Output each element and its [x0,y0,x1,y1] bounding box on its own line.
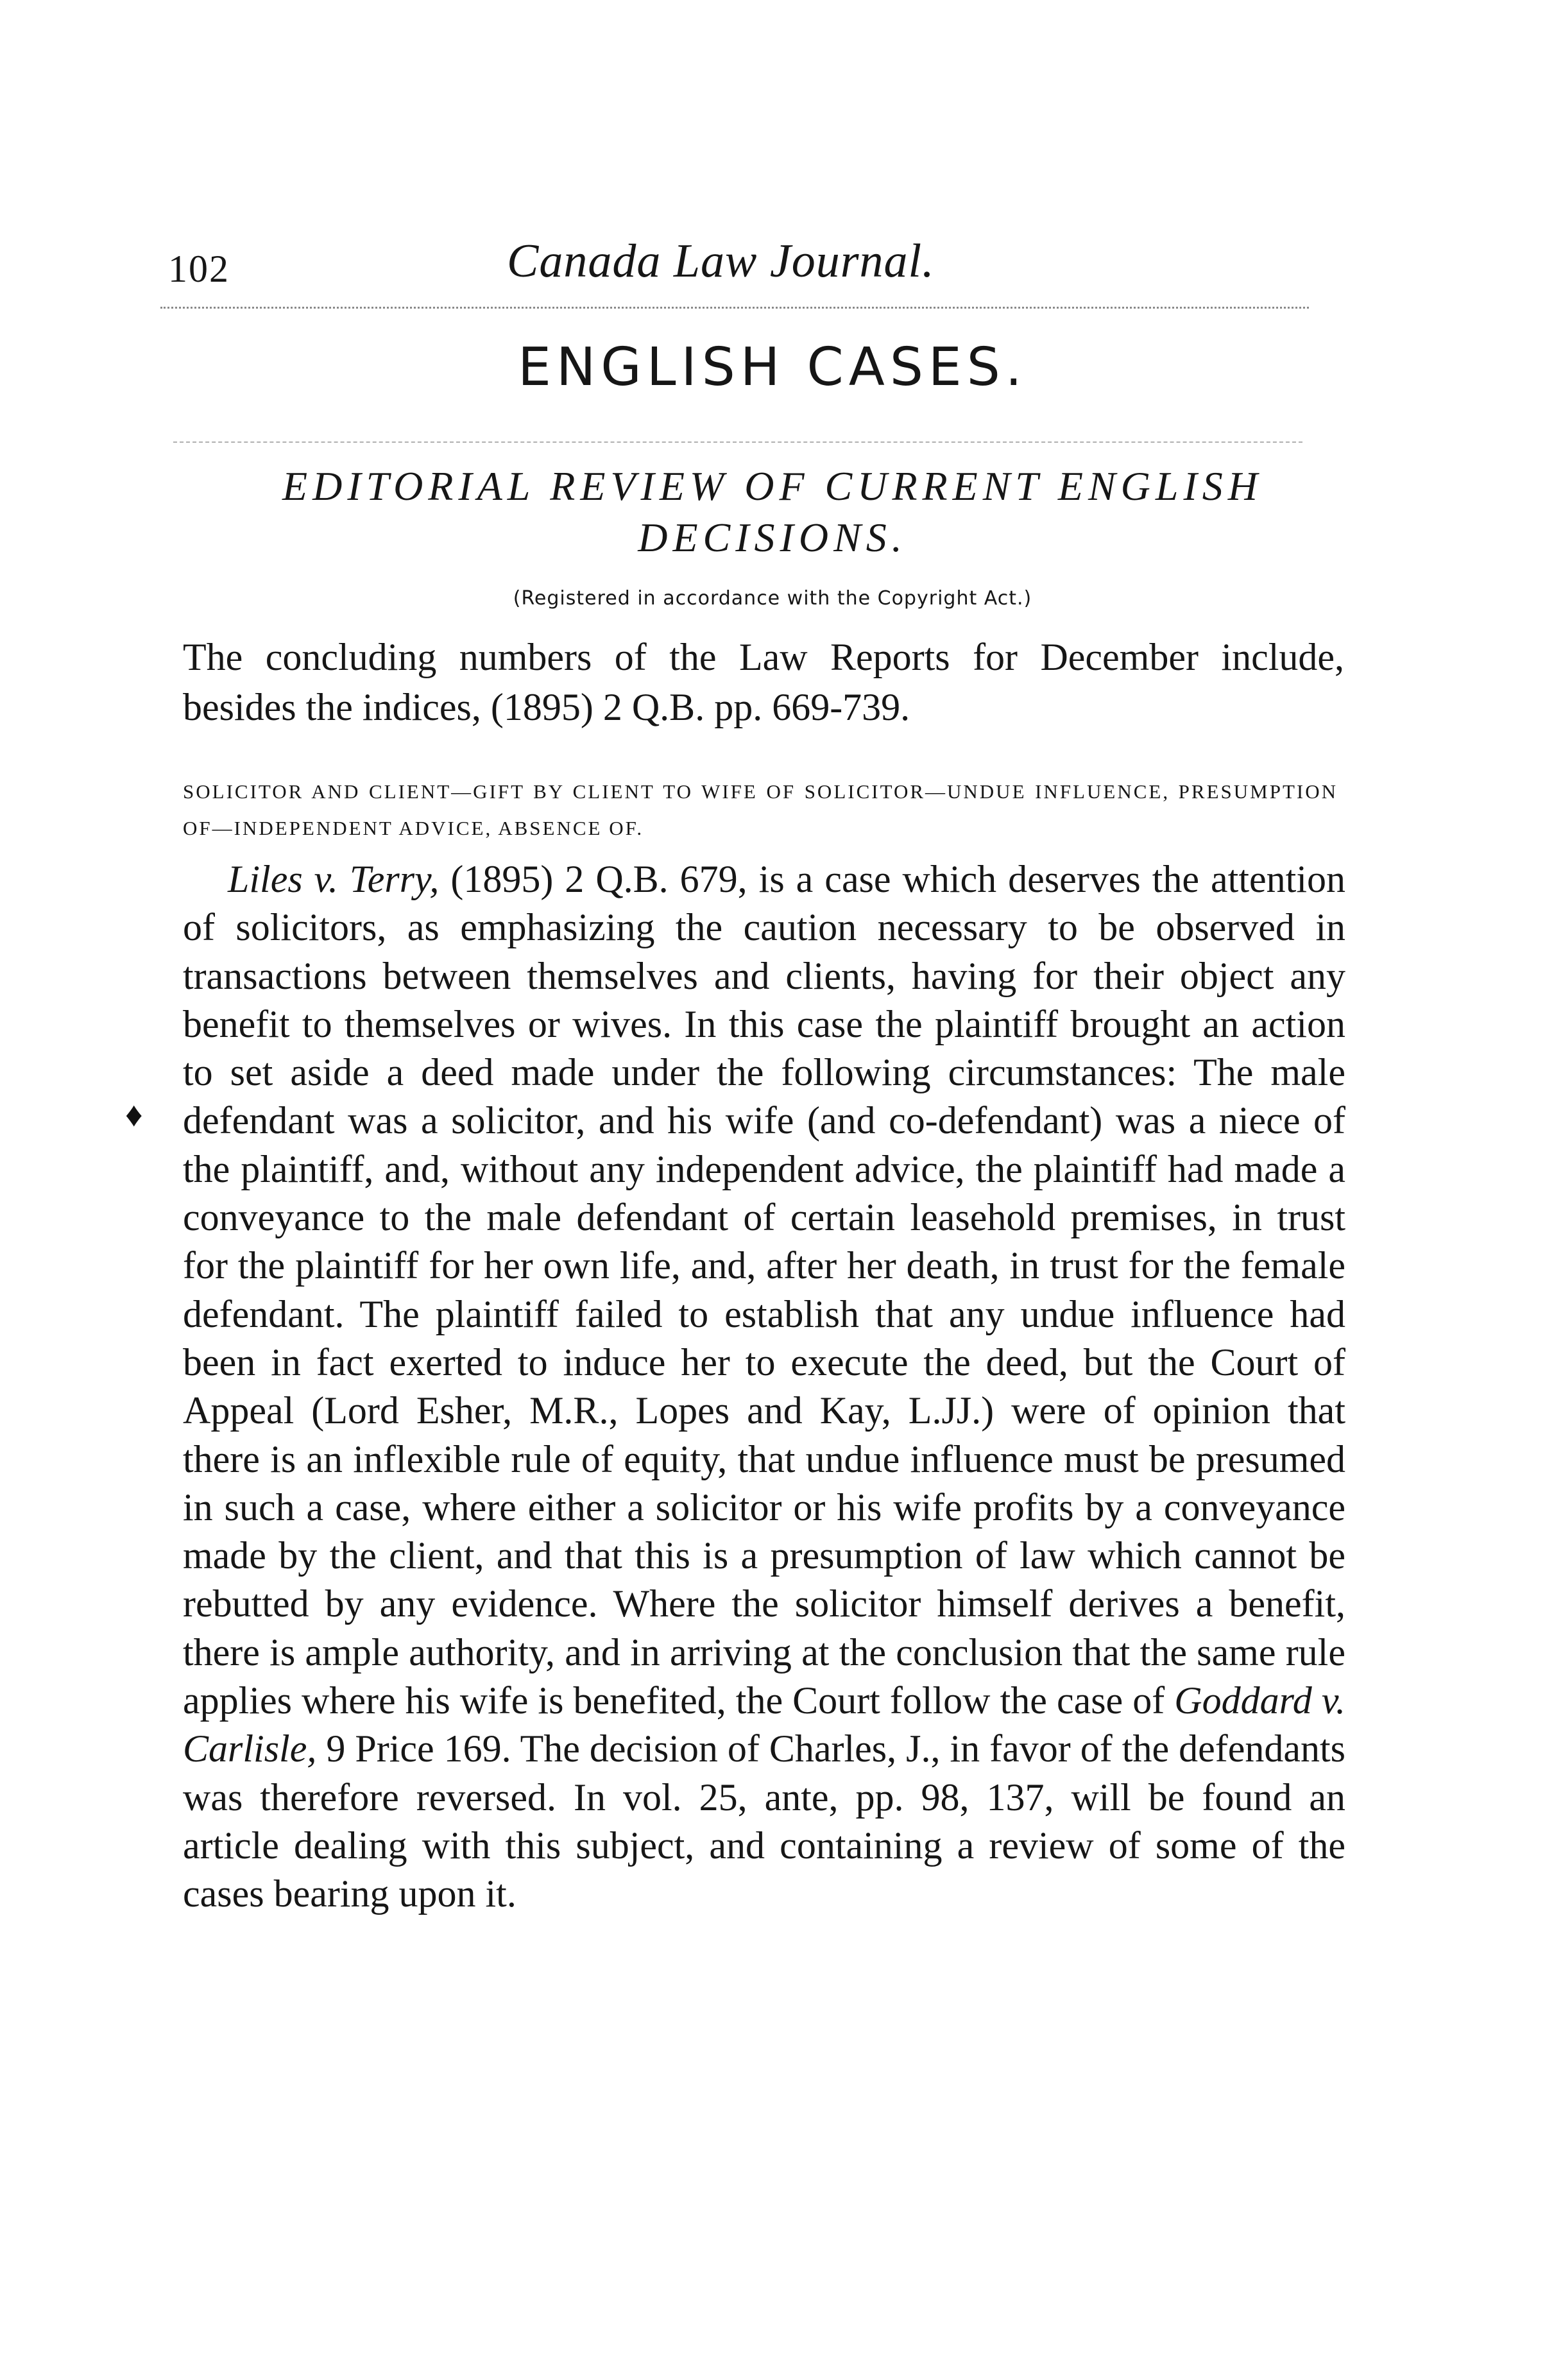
pointer-mark-icon: ♦ [125,1095,143,1134]
case-name: Liles v. Terry, [228,858,440,900]
section-subtitle [0,461,1545,563]
section-title: ENGLISH CASES. [518,337,1027,398]
intro-paragraph: The concluding numbers of the Law Reports for December include, besides the indices, (1895) 2 Q.B. pp. 669-739. [183,636,1344,728]
subtitle-line-1: EDITORIAL REVIEW OF CURRENT ENGLISH [282,463,1263,509]
case-body-paragraph [183,855,1345,1919]
subtitle-line-2: DECISIONS. [638,515,907,560]
case-body-text: (1895) 2 Q.B. 679, is a case which deserves the attention of solicitors, as emphasizing the caution necessary to be observed in transactions between themselves and clients, having for their object any benefit to themselves or wives. In this case the plaintiff brought an action to set aside a deed made under the following circumstances: The male defendant was a solicitor, and his wife (and co-defendant) was a niece of the plaintiff, and, without any independent advice, the plaintiff had made a conveyance to the male defendant of certain leasehold premises, in trust for the plaintiff for her own life, and, after her death, in trust for the female defendant. The plaintiff failed to establish that any undue influence had been in fact exerted to induce her to execute the deed, but the Court of Appeal (Lord Esher, M.R., Lopes and Kay, L.JJ.) were of opinion that there is an inflexible rule of equity, that undue influence must be presumed in such a case, where either a solicitor or his wife profits by a conveyance made by the client, and that this is a presumption of law which cannot be rebutted by any evidence. Where the solicitor himself derives a benefit, there is ample authority, and in arriving at the conclusion that the same rule applies where his wife is benefited, the Court follow the case of [183,858,1345,1722]
copyright-notice: (Registered in accordance with the Copyright Act.) [513,587,1032,610]
cited-case-name: Goddard v. Carlisle, [183,1679,1345,1770]
case-heading: SOLICITOR AND CLIENT—GIFT BY CLIENT TO WIFE OF SOLICITOR—UNDUE INFLUENCE, PRESUMPTION OF—INDEPENDENT ADVICE, ABSENCE OF. [183,780,1338,839]
case-body-end-text: 9 Price 169. The decision of Charles, J., in favor of the defendants was therefore reversed. In vol. 25, ante, pp. 98, 137, will be found an article dealing with this subject, and containing a review of some of the cases bearing upon it. [183,1727,1345,1915]
page-number: 102 [168,248,230,290]
section-divider [173,441,1302,443]
journal-title: Canada Law Journal. [507,235,935,287]
header-divider [160,307,1309,309]
running-head [168,228,1323,298]
